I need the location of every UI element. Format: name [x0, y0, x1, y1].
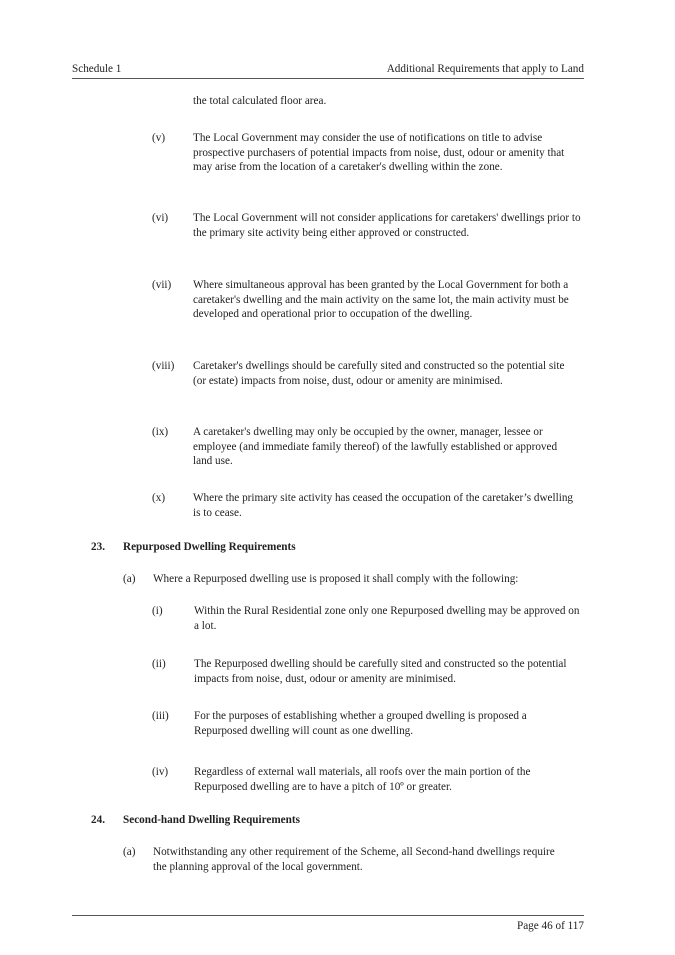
header-section-title: Additional Requirements that apply to Land: [386, 63, 584, 75]
item-text: The Repurposed dwelling should be carefully sited and constructed so the potential impacts from noise, dust, odour or amenity are minimised.: [194, 658, 567, 685]
subsection-text: Notwithstanding any other requirement of the Scheme, all Second-hand dwellings require the planning approval of the local government.: [153, 846, 555, 873]
subsection-number: (a): [123, 846, 136, 858]
item-text: The Local Government will not consider applications for caretakers' dwellings prior to the primary site activity being either approved or constructed.: [193, 212, 581, 239]
section-number: 24.: [91, 814, 105, 826]
footer-divider: [72, 915, 584, 916]
item-text: Where the primary site activity has ceased the occupation of the caretaker’s dwelling is to cease.: [193, 492, 574, 519]
item-number: (vii): [152, 279, 172, 291]
item-text: A caretaker's dwelling may only be occupied by the owner, manager, lessee or employee (and immediate family thereof) of the lawfully established or approved land use.: [193, 426, 558, 468]
subsection-text: Where a Repurposed dwelling use is proposed it shall comply with the following:: [153, 573, 519, 585]
page-header: [72, 62, 584, 78]
section-number: 23.: [91, 541, 105, 553]
subsection-number: (a): [123, 573, 136, 585]
page-number: Page 46 of 117: [516, 920, 584, 932]
item-number: (vi): [152, 212, 169, 224]
item-number: (x): [152, 492, 166, 504]
header-schedule-label: Schedule 1: [72, 63, 122, 75]
item-number: (i): [152, 605, 163, 617]
item-text: Regardless of external wall materials, all roofs over the main portion of the Repurposed dwelling are to have a pitch of 10º or greater.: [194, 766, 531, 793]
item-text: The Local Government may consider the use of notifications on title to advise prospective purchasers of potential impacts from noise, dust, odour or amenity that may arise from the location of a caretaker's dwelling within the zone.: [193, 132, 565, 174]
item-number: (iv): [152, 766, 169, 778]
item-number: (viii): [152, 360, 175, 372]
header-divider: [72, 78, 584, 79]
continuation-text: the total calculated floor area.: [193, 95, 327, 107]
item-text: Within the Rural Residential zone only one Repurposed dwelling may be approved on a lot.: [194, 605, 580, 632]
item-number: (iii): [152, 710, 169, 722]
item-number: (ii): [152, 658, 166, 670]
item-number: (v): [152, 132, 166, 144]
item-text: Where simultaneous approval has been granted by the Local Government for both a caretaker's dwelling and the main activity on the same lot, the main activity must be developed and operational prior to occupation of the dwelling.: [193, 279, 569, 321]
item-text: Caretaker's dwellings should be carefully sited and constructed so the potential site (or estate) impacts from noise, dust, odour or amenity are minimised.: [193, 360, 565, 387]
section-heading: Second-hand Dwelling Requirements: [123, 814, 300, 826]
item-text: For the purposes of establishing whether a grouped dwelling is proposed a Repurposed dwelling will count as one dwelling.: [194, 710, 527, 737]
section-heading: Repurposed Dwelling Requirements: [123, 541, 296, 553]
item-number: (ix): [152, 426, 169, 438]
